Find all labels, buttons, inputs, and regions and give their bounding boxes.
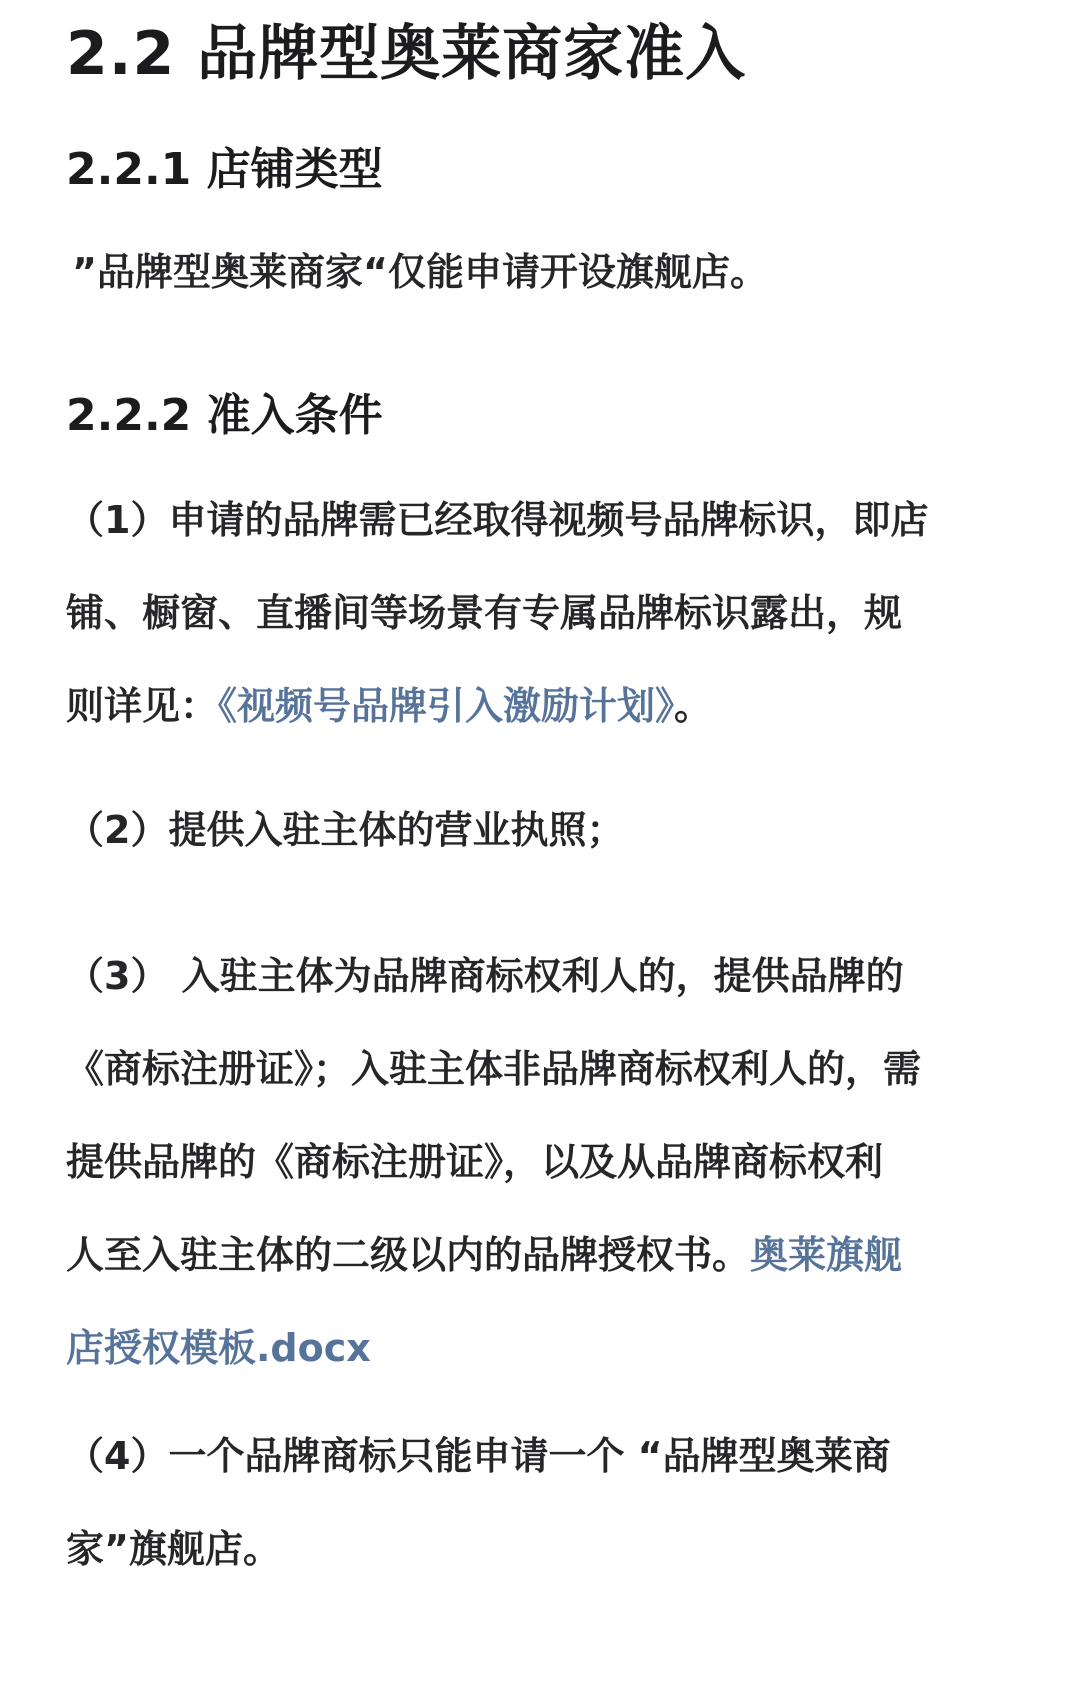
condition-1-line-3-prefix: 则详见： <box>66 684 219 728</box>
condition-1-line-3-suffix: 。 <box>674 684 713 728</box>
brand-incentive-plan-link[interactable]: 《视频号品牌引入激励计划》 <box>218 684 675 728</box>
condition-3-line-4 <box>66 1209 1016 1302</box>
condition-3-line-3: 提供品牌的《商标注册证》，以及从品牌商标权利 <box>66 1140 884 1184</box>
condition-1-line-3 <box>66 660 1016 753</box>
condition-2-line-1: （2）提供入驻主体的营业执照； <box>66 808 625 852</box>
section-heading-admission-conditions: 2.2.2 准入条件 <box>66 390 383 441</box>
condition-3-line-1: （3） 入驻主体为品牌商标权利人的，提供品牌的 <box>66 954 904 998</box>
outlet-authorization-template-link[interactable]: 奥莱旗舰 <box>750 1233 903 1277</box>
section-heading-shop-type: 2.2.1 店铺类型 <box>66 144 383 195</box>
shop-type-paragraph <box>72 226 1022 319</box>
shop-type-text: ”品牌型奥莱商家“仅能申请开设旗舰店。 <box>72 250 768 294</box>
condition-item-1 <box>66 474 1016 753</box>
condition-item-2 <box>66 784 1016 877</box>
condition-4-line-1: （4）一个品牌商标只能申请一个 “品牌型奥莱商 <box>66 1434 891 1478</box>
condition-3-line-4-prefix: 人至入驻主体的二级以内的品牌授权书。 <box>66 1233 751 1277</box>
condition-3-line-5 <box>66 1302 1016 1395</box>
condition-4-line-2: 家”旗舰店。 <box>66 1527 281 1571</box>
condition-3-line-2: 《商标注册证》；入驻主体非品牌商标权利人的，需 <box>66 1047 922 1091</box>
condition-item-3 <box>66 930 1016 1395</box>
outlet-authorization-template-link-cont[interactable]: 店授权模板.docx <box>66 1326 371 1370</box>
condition-1-line-1: （1）申请的品牌需已经取得视频号品牌标识，即店 <box>66 498 929 542</box>
condition-item-4 <box>66 1410 1016 1596</box>
condition-1-line-2: 铺、橱窗、直播间等场景有专属品牌标识露出，规 <box>66 591 903 635</box>
page-title: 2.2 品牌型奥莱商家准入 <box>66 19 747 89</box>
